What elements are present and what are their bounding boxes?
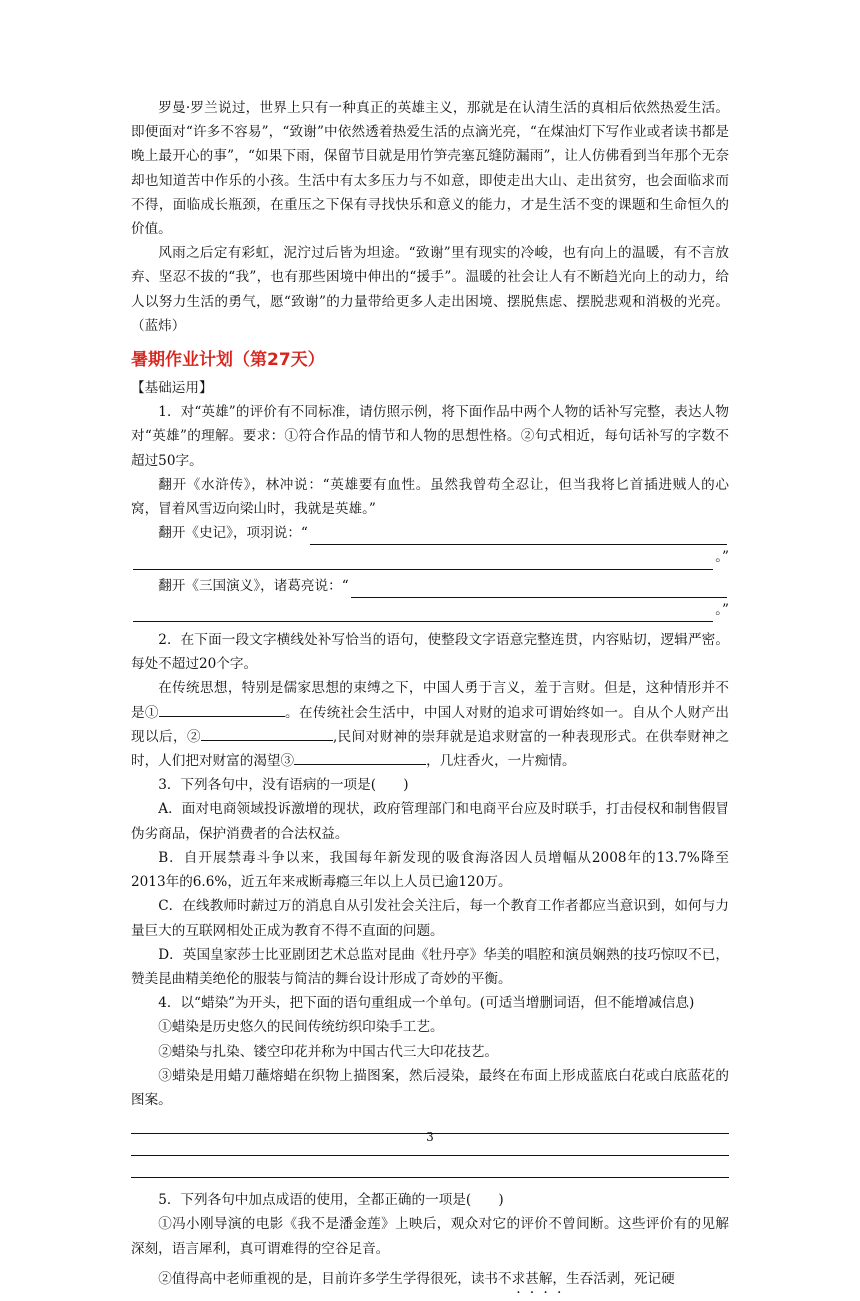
xiangyu-answer-line-1[interactable]	[131, 521, 729, 545]
page-number: 3	[426, 1130, 434, 1144]
blank-3[interactable]	[294, 750, 426, 765]
question-4-stem: 4．以“蜡染”为开头，把下面的语句重组成一个单句。(可适当增删词语，但不能增减信息)	[158, 995, 695, 1012]
answer-underline[interactable]	[133, 551, 713, 570]
answer-line-3[interactable]	[131, 1156, 729, 1178]
section-heading: 【基础运用】	[131, 380, 213, 397]
q2-segment: 。在传统社会生活中，中国人对财的追求可谓始终如一。自从个人财产出现以后，②	[131, 704, 729, 745]
sentence-3: ③蜡染是用蜡刀蘸熔蜡在织物上描图案，然后浸染，最终在布面上形成蓝底白花或白底蓝花的图案。	[131, 1067, 729, 1108]
dotted-character: 不	[498, 1270, 512, 1287]
q5-s2-pre: ②值得高中老师重视的是，目前许多学生学得很死，读书	[158, 1270, 499, 1287]
option-a: A．面对电商领域投诉激增的现状，政府管理部门和电商平台应及时联手，打击侵权和制售假冒伪劣商品，保护消费者的合法权益。	[131, 801, 729, 842]
q2-segment: ，几炷香火，一片痴情。	[426, 753, 576, 770]
page-content	[131, 96, 729, 1291]
option-d: D．英国皇家莎士比亚剧团艺术总监对昆曲《牡丹亭》华美的唱腔和演员娴熟的技巧惊叹不已，赞美昆曲精美绝伦的服装与简洁的舞台设计形成了奇妙的平衡。	[131, 946, 729, 987]
essay-paragraph-2: 风雨之后定有彩虹，泥泞过后皆为坦途。“致谢”里有现实的冷峻，也有向上的温暖，有不言放弃、坚忍不拔的“我”，也有那些困境中伸出的“援手”。温暖的社会让人有不断趋光向上的动力，给人以努力生活的勇气，愿“致谢”的力量带给更多人走出困境、摆脱焦虑、摆脱悲观和消极的光亮。（蓝炜）	[131, 245, 729, 334]
blank-1[interactable]	[159, 702, 285, 717]
question-2-stem: 2．在下面一段文字横线处补写恰当的语句，使整段文字语意完整连贯，内容贴切，逻辑严密。每处不超过20个字。	[131, 632, 729, 673]
xiangyu-prefix: 翻开《史记》，项羽说：“	[158, 525, 308, 542]
option-c: C．在线教师时薪过万的消息自从引发社会关注后，每一个教育工作者都应当意识到，如何与力量巨大的互联网相处正成为教育不得不直面的问题。	[131, 898, 729, 939]
dotted-character: 解	[538, 1270, 553, 1287]
essay-paragraph-1: 罗曼·罗兰说过，世界上只有一种真正的英雄主义，那就是在认清生活的真相后依然热爱生活。即便面对“许多不容易”，“致谢”中依然透着热爱生活的点滴光亮，“在煤油灯下写作业或者读书都是晚上最开心的事”，“如果下雨，保留节目就是用竹笋壳塞瓦缝防漏雨”，让人仿佛看到当年那个无奈却也知道苦中作乐的小孩。生活中有太多压力与不如意，即使走出大山、走出贫穷，也会面临求而不得，面临成长瓶颈，在重压之下保有寻找快乐和意义的能力，才是生活不变的课题和生命恒久的价值。	[131, 100, 729, 238]
day-title: 暑期作业计划（第27天）	[131, 350, 325, 371]
option-b: B．自开展禁毒斗争以来，我国每年新发现的吸食海洛因人员增幅从2008年的13.7%降至2013年的6.6%，近五年来戒断毒瘾三年以上人员已逾120万。	[131, 849, 729, 891]
question-3-stem: 3．下列各句中，没有语病的一项是( )	[158, 777, 409, 794]
answer-underline[interactable]	[351, 579, 727, 598]
question-1-example: 翻开《水浒传》，林冲说：“英雄要有血性。虽然我曾苟全忍让，但当我将匕首插进贼人的心窝，冒着风雪迈向梁山时，我就是英雄。”	[131, 476, 729, 518]
zhuge-answer-line-2[interactable]	[131, 598, 729, 622]
dotted-idiom	[498, 1271, 552, 1287]
q5-s2-post: ，生吞活剥，死记硬	[552, 1270, 675, 1287]
sentence-1: ①蜡染是历史悠久的民间传统纺织印染手工艺。	[158, 1019, 444, 1036]
zhuge-answer-line-1[interactable]	[131, 574, 729, 598]
question-2-passage	[131, 676, 729, 773]
blank-2[interactable]	[201, 726, 333, 741]
sentence-2: ②蜡染与扎染、镂空印花并称为中国古代三大印花技艺。	[158, 1043, 499, 1060]
answer-underline[interactable]	[133, 603, 713, 622]
q2-segment: ,民间对财神的崇拜就是追求财富的一种表现形式。在供奉财神之时，人们把对财富的渴望③	[131, 728, 729, 770]
q2-segment: 在传统思想，特别是儒家思想的束缚之下，中国人勇于言义，羞于言财。但是，这种情形并不是①	[131, 680, 729, 721]
xiangyu-answer-line-2[interactable]	[131, 545, 729, 569]
q5-sentence-1: ①冯小刚导演的电影《我不是潘金莲》上映后，观众对它的评价不曾间断。这些评价有的见解深刻，语言犀利，真可谓难得的空谷足音。	[131, 1216, 729, 1257]
question-1-stem: 1．对“英雄”的评价有不同标准，请仿照示例，将下面作品中两个人物的话补写完整，表达人物对“英雄”的理解。要求：①符合作品的情节和人物的思想性格。②句式相近，每句话补写的字数不超过50字。	[131, 404, 729, 469]
q5-sentence-2	[131, 1267, 729, 1291]
closing-quote: 。”	[715, 601, 729, 618]
zhuge-prefix: 翻开《三国演义》，诸葛亮说：“	[158, 577, 349, 594]
dotted-character: 求	[511, 1270, 526, 1287]
answer-underline[interactable]	[310, 526, 727, 545]
closing-quote: 。”	[715, 549, 729, 566]
dotted-character: 甚	[525, 1270, 539, 1287]
question-5-stem: 5．下列各句中加点成语的使用，全都正确的一项是( )	[158, 1192, 504, 1209]
